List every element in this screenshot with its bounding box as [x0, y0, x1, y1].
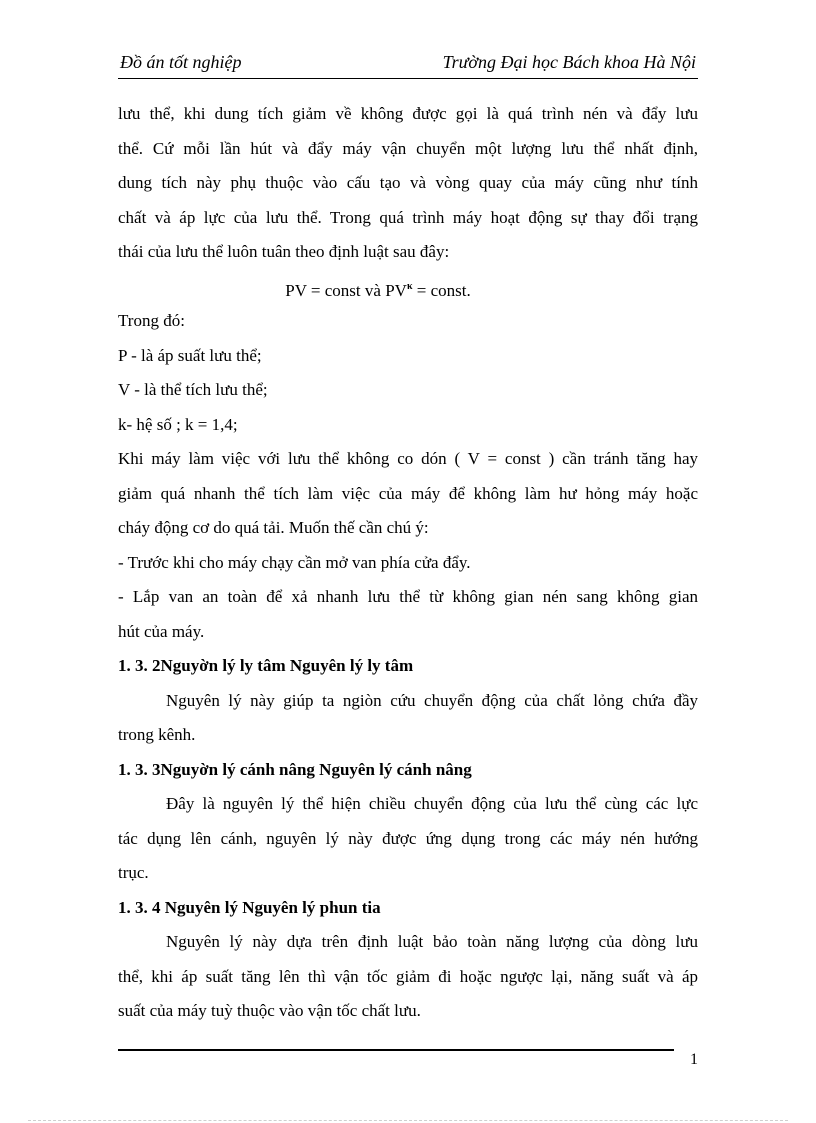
section-heading: 1. 3. 4 Nguyên lý Nguyên lý phun tia — [118, 897, 381, 917]
definition-line: k- hệ số ; k = 1,4; — [118, 414, 238, 434]
formula-main: PV = const và PV — [285, 280, 407, 300]
paragraph-line: Nguyên lý này dựa trên định luật bảo toàn năng lượng của dòng lưu — [166, 932, 698, 951]
paragraph-line: cháy động cơ do quá tải. Muốn thế cần chú ý: — [118, 518, 429, 537]
section-heading: 1. 3. 3Nguyờn lý cánh nâng Nguyên lý cánh nâng — [118, 759, 472, 779]
footer-rule — [118, 1049, 674, 1051]
formula-exponent: κ — [406, 280, 413, 292]
page-header — [118, 52, 698, 79]
section-heading: 1. 3. 2Nguyờn lý ly tâm Nguyên lý ly tâm — [118, 656, 414, 675]
header-right-title: Trường Đại học Bách khoa Hà Nội — [442, 52, 696, 72]
paragraph-line: thể. Cứ mỗi lần hút và đẩy máy vận chuyển một lượng lưu thể nhất định, — [118, 138, 698, 158]
note-line: - Lắp van an toàn để xả nhanh lưu thể từ không gian nén sang không gian — [118, 587, 698, 606]
paragraph-line: thể, khi áp suất tăng lên thì vận tốc giảm đi hoặc ngược lại, năng suất và áp — [118, 966, 698, 986]
page-number: 1 — [690, 1051, 698, 1068]
paragraph-line: suất của máy tuỳ thuộc vào vận tốc chất lưu. — [118, 1001, 421, 1020]
formula — [118, 270, 698, 305]
paragraph-line: giảm quá nhanh thể tích làm việc của máy để không làm hư hỏng máy hoặc — [118, 483, 698, 503]
page-bottom-edge — [28, 1120, 788, 1121]
paragraph-line: chất và áp lực của lưu thể. Trong quá trình máy hoạt động sự thay đổi trạng — [118, 207, 698, 227]
paragraph-line: tác dụng lên cánh, nguyên lý này được ứng dụng trong các máy nén hướng — [118, 828, 698, 848]
paragraph-line: thái của lưu thể luôn tuân theo định luật sau đây: — [118, 242, 450, 261]
paragraph-line: trục. — [118, 863, 149, 882]
paragraph-line: Đây là nguyên lý thể hiện chiều chuyển động của lưu thể cùng các lực — [166, 794, 698, 813]
definition-line: Trong đó: — [118, 311, 185, 330]
header-left-title: Đồ án tốt nghiệp — [120, 52, 242, 72]
paragraph-line: Khi máy làm việc với lưu thể không co dón ( V = const ) cần tránh tăng hay — [118, 449, 698, 468]
document-body — [118, 97, 698, 1029]
paragraph-line: trong kênh. — [118, 725, 196, 744]
note-line: - Trước khi cho máy chạy cần mở van phía cửa đẩy. — [118, 552, 471, 572]
paragraph-line: Nguyên lý này giúp ta ngiòn cứu chuyển động của chất lỏng chứa đầy — [166, 690, 698, 710]
definition-line: V - là thể tích lưu thể; — [118, 380, 268, 399]
formula-tail: = const. — [412, 280, 471, 300]
note-line: hút của máy. — [118, 621, 205, 641]
definition-line: P - là áp suất lưu thể; — [118, 345, 262, 365]
paragraph-line: dung tích này phụ thuộc vào cấu tạo và vòng quay của máy cũng như tính — [118, 173, 698, 192]
paragraph-line: lưu thể, khi dung tích giảm về không được gọi là quá trình nén và đẩy lưu — [118, 104, 698, 123]
